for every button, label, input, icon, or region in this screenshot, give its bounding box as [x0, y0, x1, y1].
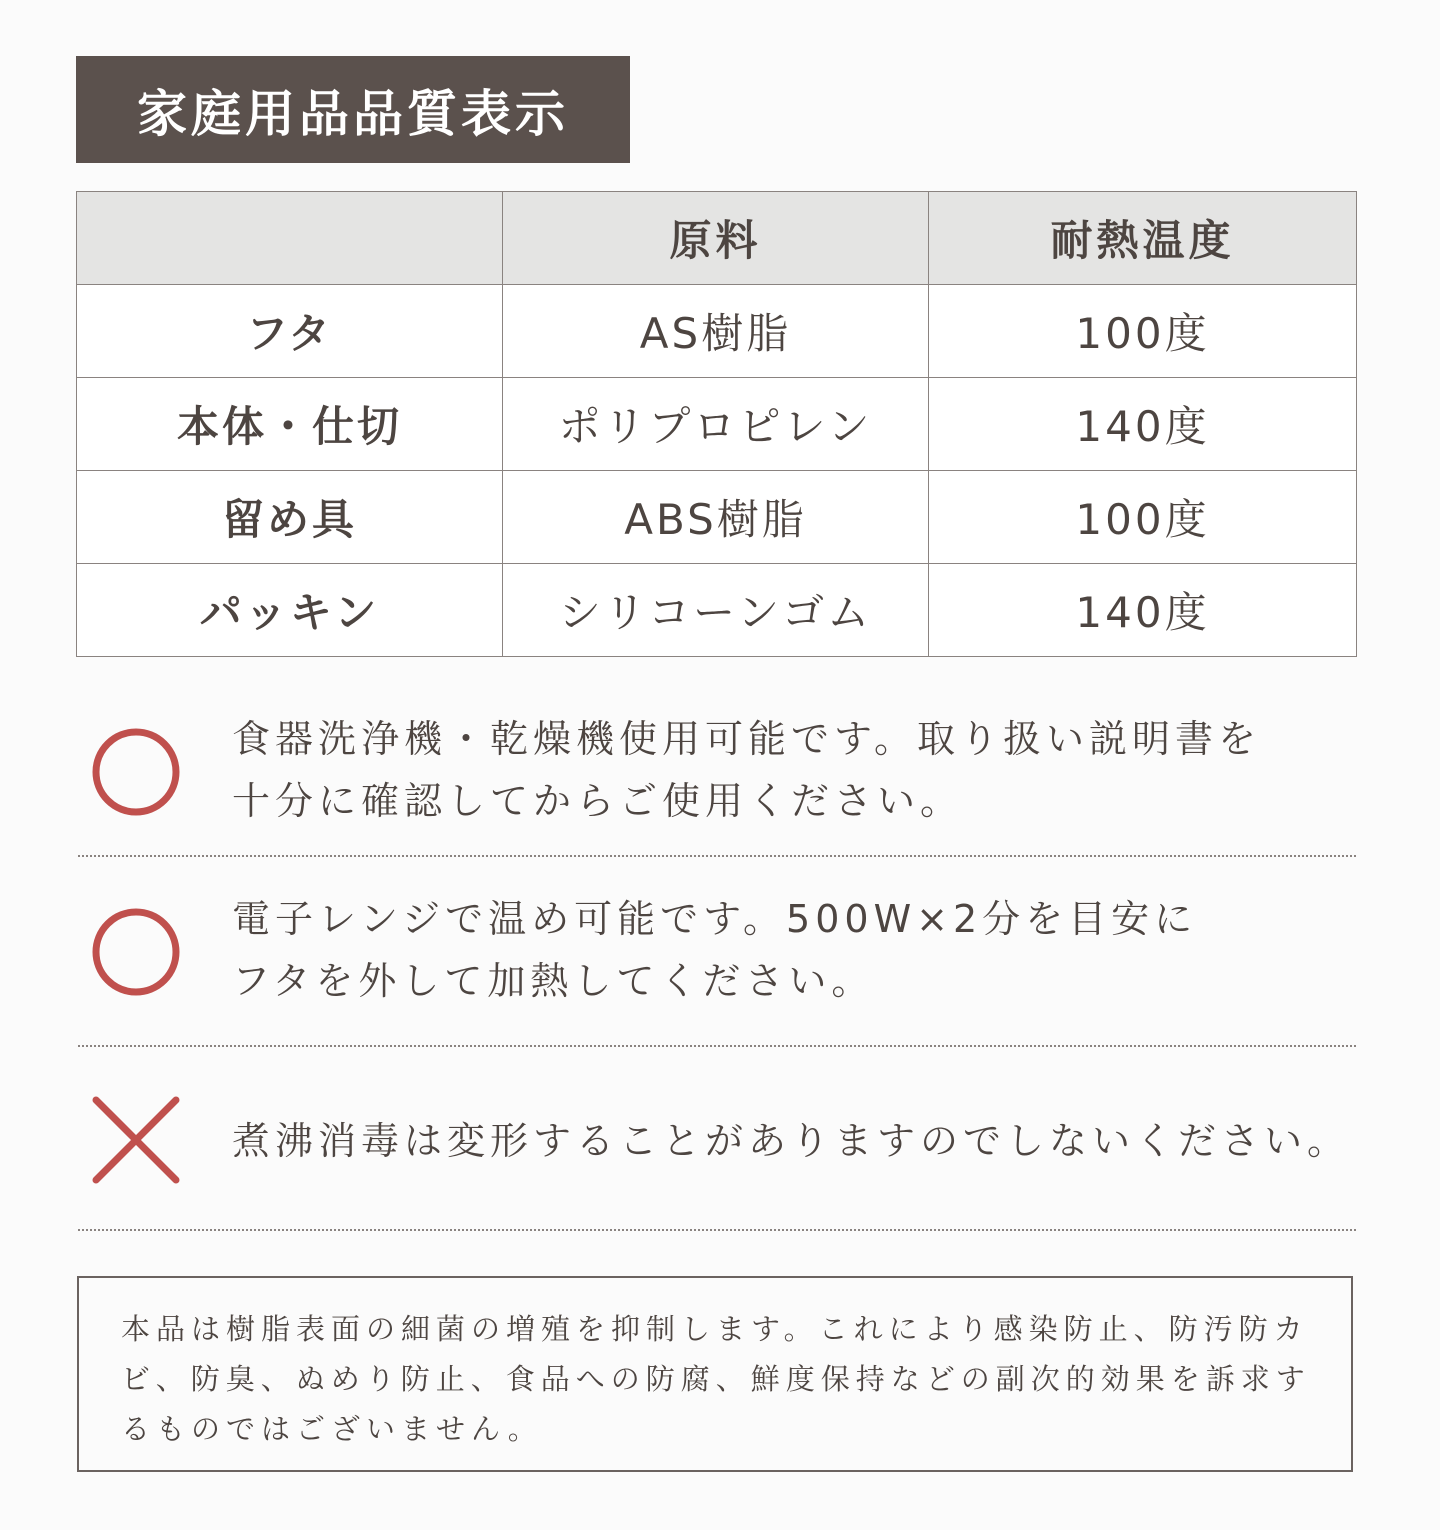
table-header-cell: 原料: [503, 192, 929, 285]
material-cell: ポリプロピレン: [503, 378, 929, 471]
table-row: [77, 378, 1357, 471]
note-text: [232, 1110, 1356, 1172]
dotted-divider: [78, 855, 1356, 857]
note-line: 食器洗浄機・乾燥機使用可能です。取り扱い説明書を: [232, 717, 1261, 761]
cross-ng-icon: [90, 1094, 182, 1190]
circle-ok-icon: [90, 906, 182, 1002]
table-header-cell: [77, 192, 503, 285]
note-line: 煮沸消毒は変形することがありますのでしないください。: [232, 1119, 1351, 1163]
table-row: [77, 285, 1357, 378]
note-line: 電子レンジで温め可能です。500W×2分を目安に: [232, 897, 1198, 941]
heat-cell: 100度: [929, 285, 1357, 378]
note-text: [232, 708, 1356, 832]
part-name-cell: パッキン: [77, 564, 503, 657]
footnote-text: 本品は樹脂表面の細菌の増殖を抑制します。これにより感染防止、防汚防カビ、防臭、ぬめり防止、食品への防腐、鮮度保持などの副次的効果を訴求するものではございません。: [121, 1312, 1311, 1446]
circle-ok-icon: [90, 726, 182, 822]
note-microwave: [76, 888, 1356, 1018]
heat-cell: 100度: [929, 471, 1357, 564]
table-header-row: [77, 192, 1357, 285]
material-cell: ABS樹脂: [503, 471, 929, 564]
note-boiling: [76, 1094, 1356, 1194]
note-dishwasher: [76, 708, 1356, 838]
note-line: 十分に確認してからご使用ください。: [232, 779, 964, 823]
dotted-divider: [78, 1045, 1356, 1047]
table-row: [77, 564, 1357, 657]
dotted-divider: [78, 1229, 1356, 1231]
table-row: [77, 471, 1357, 564]
note-text: [232, 888, 1356, 1012]
material-cell: AS樹脂: [503, 285, 929, 378]
quality-table: [76, 191, 1357, 657]
heat-cell: 140度: [929, 564, 1357, 657]
note-line: フタを外して加熱してください。: [232, 959, 875, 1003]
page-title: 家庭用品品質表示: [76, 56, 630, 163]
part-name-cell: 本体・仕切: [77, 378, 503, 471]
part-name-cell: 留め具: [77, 471, 503, 564]
part-name-cell: フタ: [77, 285, 503, 378]
table-header-cell: 耐熱温度: [929, 192, 1357, 285]
material-cell: シリコーンゴム: [503, 564, 929, 657]
footnote-box: [77, 1276, 1353, 1472]
heat-cell: 140度: [929, 378, 1357, 471]
